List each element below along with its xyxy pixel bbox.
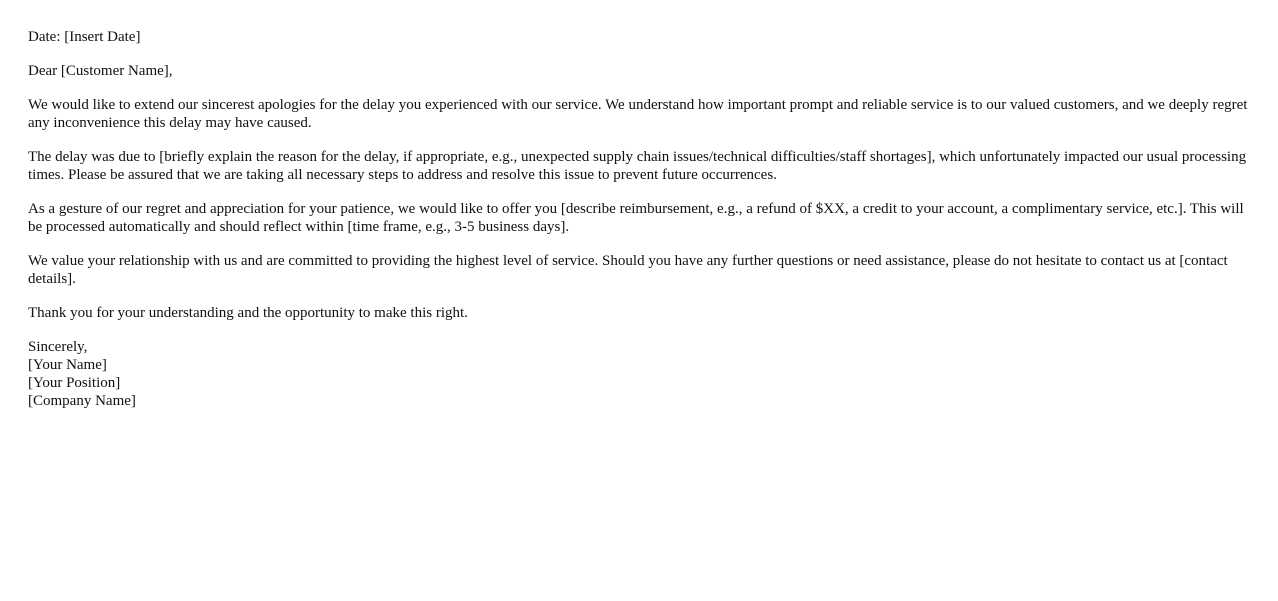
letter-date: Date: [Insert Date] bbox=[28, 29, 141, 45]
signature-company: [Company Name] bbox=[28, 393, 136, 409]
signature-position: [Your Position] bbox=[28, 375, 121, 391]
letter-paragraph-thanks: Thank you for your understanding and the opportunity to make this right. bbox=[28, 305, 468, 321]
letter-paragraph-relationship: We value your relationship with us and are committed to providing the highest level of service. Should you have any further questions or need assistance, please do not hesitate to contact us at [contact details]. bbox=[28, 253, 1228, 287]
letter-paragraph-compensation: As a gesture of our regret and appreciation for your patience, we would like to offer you [describe reimbursement, e.g., a refund of $XX, a credit to your account, a complimentary service, etc.]. This will be processed automatically and should reflect within [time frame, e.g., 3-5 business days]. bbox=[28, 201, 1244, 235]
letter-paragraph-apology: We would like to extend our sincerest apologies for the delay you experienced with our service. We understand how important prompt and reliable service is to our valued customers, and we deeply regret any inconvenience this delay may have caused. bbox=[28, 97, 1248, 131]
letter-paragraph-reason: The delay was due to [briefly explain the reason for the delay, if appropriate, e.g., unexpected supply chain issues/technical difficulties/staff shortages], which unfortunately impacted our usual processing times. Please be assured that we are taking all necessary steps to address and resolve this issue to prevent future occurrences. bbox=[28, 149, 1247, 183]
letter-salutation: Dear [Customer Name], bbox=[28, 63, 173, 79]
letter-signature-block bbox=[28, 338, 1250, 410]
signature-name: [Your Name] bbox=[28, 357, 107, 373]
signature-valediction: Sincerely, bbox=[28, 339, 88, 355]
